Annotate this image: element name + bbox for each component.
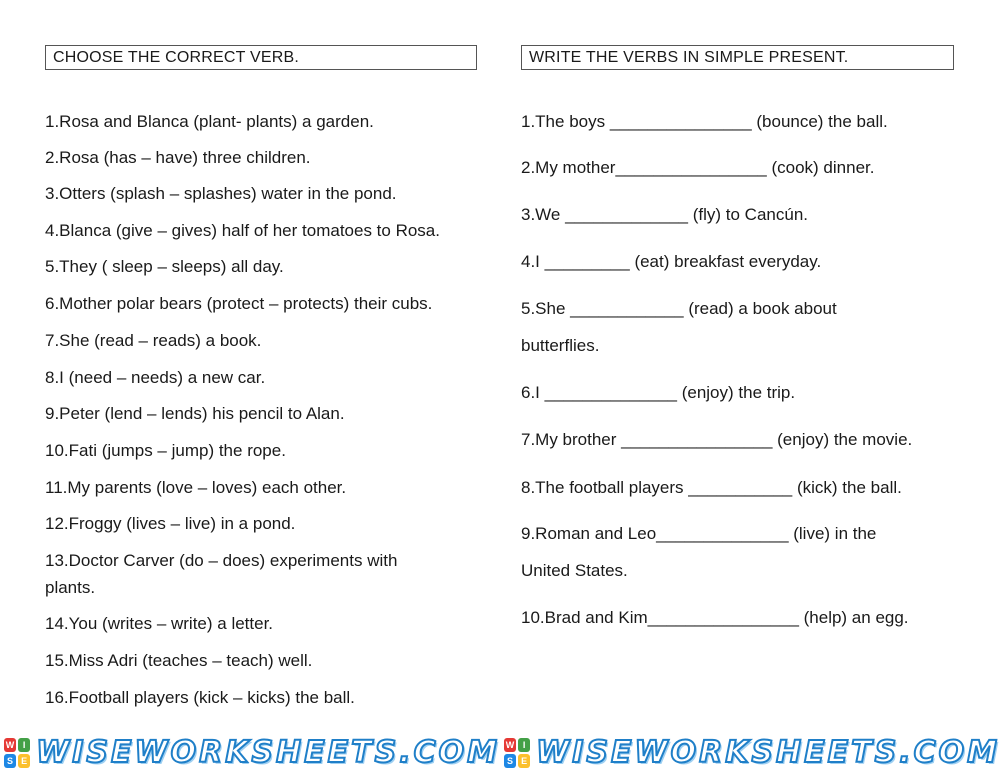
- right-section-title: WRITE THE VERBS IN SIMPLE PRESENT.: [521, 45, 954, 70]
- logo-letter-s: S: [504, 754, 516, 768]
- right-exercise-3: 3.We _____________ (fly) to Cancún.: [521, 205, 808, 224]
- logo-letter-s: S: [4, 754, 16, 768]
- left-exercise-13: 13.Doctor Carver (do – does) experiments with plants.: [45, 551, 398, 597]
- brand-text-left: WISEWORKSHEETS.COM: [36, 735, 500, 770]
- right-exercise-7: 7.My brother ________________ (enjoy) the movie.: [521, 430, 913, 449]
- logo-letter-e: E: [518, 754, 530, 768]
- right-exercise-9-continued: United States.: [521, 561, 628, 580]
- left-exercise-5: 5.They ( sleep – sleeps) all day.: [45, 257, 284, 276]
- right-exercise-5: 5.She ____________ (read) a book about: [521, 299, 837, 318]
- right-exercise-2: 2.My mother________________ (cook) dinner.: [521, 158, 875, 177]
- right-exercise-6: 6.I ______________ (enjoy) the trip.: [521, 383, 796, 402]
- left-exercise-3: 3.Otters (splash – splashes) water in the pond.: [45, 184, 397, 203]
- left-exercise-10: 10.Fati (jumps – jump) the rope.: [45, 441, 286, 460]
- left-exercise-12: 12.Froggy (lives – live) in a pond.: [45, 514, 296, 533]
- left-exercise-2: 2.Rosa (has – have) three children.: [45, 148, 311, 167]
- brand-right: [500, 735, 1000, 770]
- left-exercise-11: 11.My parents (love – loves) each other.: [45, 478, 347, 497]
- left-column: [45, 45, 477, 707]
- logo-letter-i: I: [518, 738, 530, 752]
- logo-letter-e: E: [18, 754, 30, 768]
- right-exercise-5-continued: butterflies.: [521, 336, 600, 355]
- left-exercise-15: 15.Miss Adri (teaches – teach) well.: [45, 651, 313, 670]
- footer-watermark: [0, 733, 1000, 772]
- left-section-title: CHOOSE THE CORRECT VERB.: [45, 45, 477, 70]
- left-exercise-16: 16.Football players (kick – kicks) the ball.: [45, 688, 355, 707]
- left-exercise-7: 7.She (read – reads) a book.: [45, 331, 262, 350]
- left-exercise-1: 1.Rosa and Blanca (plant- plants) a garden.: [45, 112, 374, 131]
- left-exercise-6: 6.Mother polar bears (protect – protects) their cubs.: [45, 294, 433, 313]
- right-exercise-4: 4.I _________ (eat) breakfast everyday.: [521, 252, 822, 271]
- right-column: [521, 45, 954, 627]
- logo-letter-w: W: [5, 739, 15, 750]
- right-exercise-9: 9.Roman and Leo______________ (live) in the: [521, 524, 877, 543]
- logo-letter-w: W: [505, 739, 515, 750]
- logo-letter-i: I: [18, 738, 30, 752]
- right-exercise-1: 1.The boys _______________ (bounce) the ball.: [521, 112, 888, 131]
- wise-logo-icon: [504, 738, 530, 768]
- left-exercise-4: 4.Blanca (give – gives) half of her tomatoes to Rosa.: [45, 221, 440, 240]
- right-exercise-8: 8.The football players ___________ (kick) the ball.: [521, 478, 902, 497]
- left-exercise-9: 9.Peter (lend – lends) his pencil to Alan.: [45, 404, 345, 423]
- brand-left: [0, 735, 500, 770]
- right-exercise-10: 10.Brad and Kim________________ (help) an egg.: [521, 608, 909, 627]
- left-exercise-8: 8.I (need – needs) a new car.: [45, 368, 266, 387]
- left-exercise-14: 14.You (writes – write) a letter.: [45, 614, 274, 633]
- wise-logo-icon: [4, 738, 30, 768]
- brand-text-right: WISEWORKSHEETS.COM: [536, 735, 1000, 770]
